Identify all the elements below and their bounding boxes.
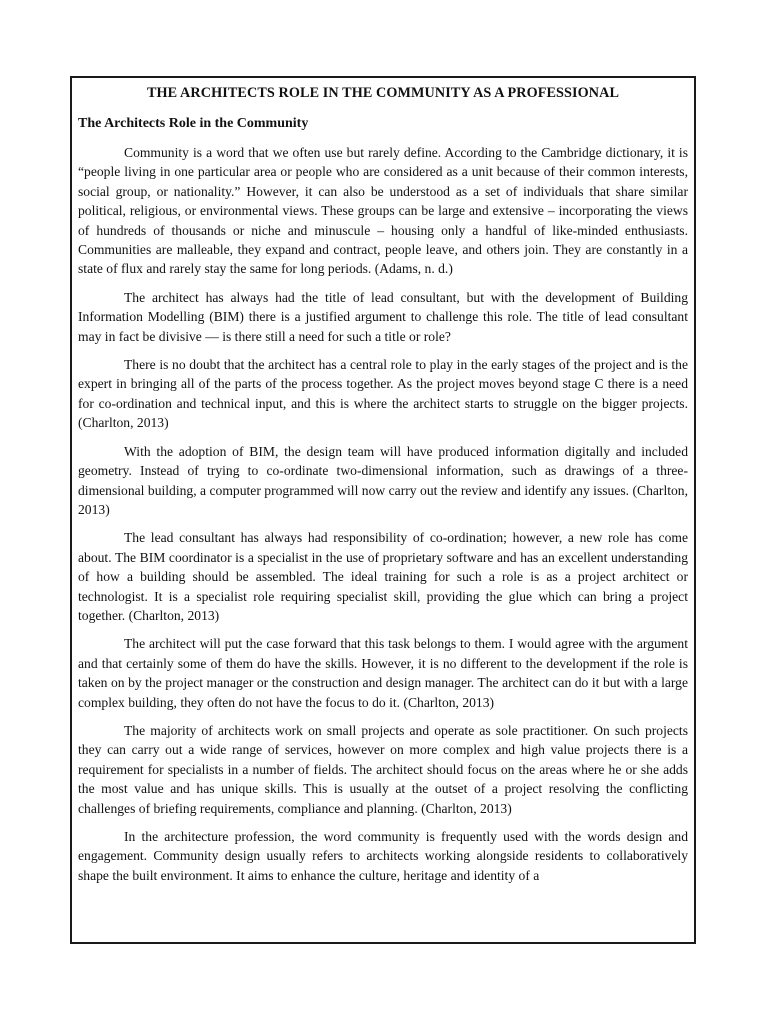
paragraph-bim-coordinator: The lead consultant has always had responsibility of co-ordination; however, a new role has come about. The BIM coordinator is a specialist in the use of proprietary software and has an excellent understanding of how a building should be assembled. The ideal training for such a role is as a project architect or technologist. It is a specialist role requiring specialist skill, providing the glue which can bring a project together. (Charlton, 2013) [78, 530, 688, 623]
section-heading: The Architects Role in the Community [78, 116, 309, 131]
paragraph-architect-case: The architect will put the case forward that this task belongs to them. I would agree with the argument and that certainly some of them do have the skills. However, it is no different to the development if the role is taken on by the project manager or the construction and design manager. The architect can do it but with a large complex building, they often do not have the focus to do it. (Charlton, 2013) [78, 636, 688, 710]
paragraph-bim-adoption: With the adoption of BIM, the design team will have produced information digitally and included geometry. Instead of trying to co-ordinate two-dimensional information, such as drawings of a three-dimensional building, a computer programmed will now carry out the review and identify any issues. (Charlton, 2013) [78, 443, 688, 517]
document-body [72, 143, 694, 885]
paragraph-lead-consultant: The architect has always had the title of lead consultant, but with the development of Building Information Modelling (BIM) there is a justified argument to challenge this role. The title of lead consultant may in fact be divisive — is there still a need for such a title or role? [78, 289, 688, 344]
paragraph-community-design: In the architecture profession, the word community is frequently used with the words design and engagement. Community design usually refers to architects working alongside residents to collaboratively shape the built environment. It aims to enhance the culture, heritage and identity of a [78, 829, 688, 883]
document-title: THE ARCHITECTS ROLE IN THE COMMUNITY AS A PROFESSIONAL [146, 85, 620, 101]
paragraph-small-projects: The majority of architects work on small projects and operate as sole practitioner. On such projects they can carry out a wide range of services, however on more complex and high value projects there is a requirement for specialists in a number of fields. The architect should focus on the areas where he or she adds the most value and has unique skills. This is usually at the outset of a project resolving the conflicting challenges of briefing requirements, compliance and planning. (Charlton, 2013) [78, 722, 688, 816]
paragraph-community-definition: Community is a word that we often use but rarely define. According to the Cambridge dictionary, it is “people living in one particular area or people who are considered as a unit because of their common interests, social group, or nationality.” However, it can also be understood as a set of individuals that share similar political, religious, or environmental views. These groups can be large and extensive – incorporating the views of hundreds of thousands or niche and minuscule – housing only a handful of like-minded enthusiasts. Communities are malleable, they expand and contract, people leave, and others join. They are constantly in a state of flux and rarely stay the same for long periods. (Adams, n. d.) [78, 145, 688, 277]
paragraph-central-role: There is no doubt that the architect has a central role to play in the early stages of the project and is the expert in bringing all of the parts of the process together. As the project moves beyond stage C there is a need for co-ordination and technical input, and this is where the architect starts to struggle on the bigger projects. (Charlton, 2013) [78, 357, 688, 431]
document-page [70, 76, 696, 944]
